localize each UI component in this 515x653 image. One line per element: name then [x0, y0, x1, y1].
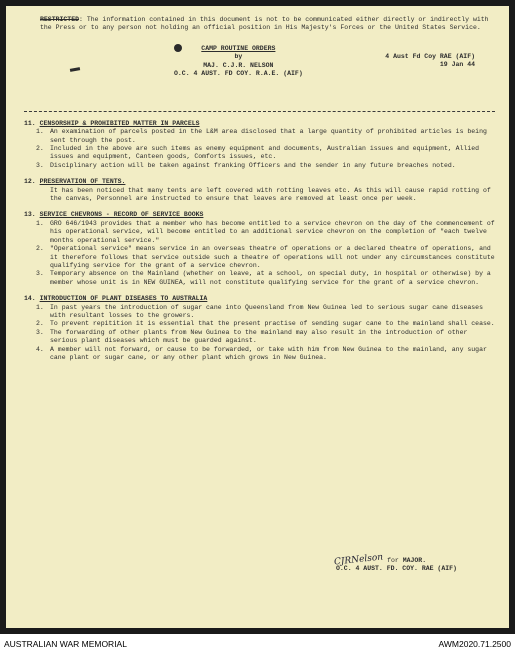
footer-institution: AUSTRALIAN WAR MEMORIAL: [4, 638, 127, 649]
order-date: 19 Jan 44: [439, 61, 475, 69]
document-page: [6, 6, 509, 628]
section-heading: 12. PRESERVATION OF TENTS.: [24, 178, 126, 186]
restricted-notice: [40, 16, 495, 33]
section-14: [24, 295, 495, 362]
unit-name: 4 Aust Fd Coy RAE (AIF): [385, 52, 475, 60]
orders-title: CAMP ROUTINE ORDERS: [201, 44, 276, 52]
list-item: 3. Temporary absence on the Mainland (whether on leave, at a school, on special duty, in hospital or otherwise) by a member whose unit is in NEW GUINEA, will not constitute qualifying service for the grant of a service chevron.: [36, 270, 491, 286]
list-item: 2. Included in the above are such items as enemy equipment and documents, Australian issues and equipment, Allied issues and equipment, Canteen goods, Comforts issues, etc.: [36, 145, 480, 161]
orders-by: by: [234, 53, 243, 61]
list-item: 1. GRO 646/1943 provides that a member who has become entitled to a service chevron on the day of the commencement of his operational service, will become entitled to an additional service chevron on the completion of "each twelve months operational service.": [36, 219, 495, 244]
list-item: 1. In past years the introduction of sugar cane into Queensland from New Guinea led to serious sugar cane diseases with resultant losses to the growers.: [36, 303, 483, 319]
section-13: [24, 211, 495, 287]
orders-header: [24, 45, 495, 103]
orders-officer: MAJ. C.J.R. NELSON: [203, 61, 274, 69]
list-item: 3. The forwarding of other plants from New Guinea to the mainland may also result in the introduction of other serious plant diseases which must be guarded against.: [36, 328, 468, 345]
list-item: 2. "Operational service" means service in an overseas theatre of operations or a declared theatre of operations, and it therefore follows that service outside such a theatre of operations will not under any circumstances constitute qualifying service for the grant of a service chevron.: [36, 245, 495, 269]
signature-block: [333, 552, 504, 574]
footer-accession-number: AWM2020.71.2500: [438, 638, 511, 649]
section-heading: 11. CENSORSHIP & PROHIBITED MATTER IN PARCELS: [24, 119, 200, 127]
restricted-keyword: RESTRICTED: [40, 16, 80, 23]
section-heading: 14. INTRODUCTION OF PLANT DISEASES TO AUSTRALIA: [24, 295, 208, 303]
unit-block: [385, 53, 475, 70]
divider-rule: [24, 111, 495, 112]
section-11: [24, 120, 495, 170]
list-item: 3. Disciplinary action will be taken against franking Officers and the sender in any future breaches noted.: [36, 161, 456, 169]
orders-officer-unit: O.C. 4 AUST. FD COY. R.A.E. (AIF): [174, 70, 303, 78]
list-item: 2. To prevent repitition it is essential that the present practise of sending sugar cane to the mainland shall cease.: [36, 320, 495, 328]
list-item: 1. An examination of parcels posted in the L&M area disclosed that a large quantity of prohibited articles is being sent through the post.: [36, 128, 487, 144]
footer-bar: [0, 634, 515, 653]
handwritten-signature: CJRNelson: [333, 552, 384, 568]
signature-rank: MAJOR.: [402, 557, 427, 564]
list-item: 4. A member will not forward, or cause to be forwarded, or take with him from New Guinea to the mainland, any sugar cane plant or sugar cane, or any other plant which grows in New Guinea.: [36, 345, 487, 361]
restricted-text: : The information contained in this document is not to be communicated either directly or indirectly with the Press or to any person not holding an official position in His Majesty's Forces or the United States Service.: [40, 16, 489, 32]
section-heading: 13. SERVICE CHEVRONS - RECORD OF SERVICE BOOKS: [24, 211, 204, 219]
section-12: [24, 178, 495, 203]
signature-for: for: [387, 557, 399, 564]
signature-unit: O.C. 4 AUST. FD. COY. RAE (AIF): [336, 565, 457, 573]
section-paragraph: It has been noticed that many tents are left covered with rotting leaves etc. As this will cause rapid rotting of the canvas, Personnel are instructed to ensure that leaves are removed at least once per week.: [50, 186, 491, 203]
orders-title-block: [174, 45, 303, 79]
